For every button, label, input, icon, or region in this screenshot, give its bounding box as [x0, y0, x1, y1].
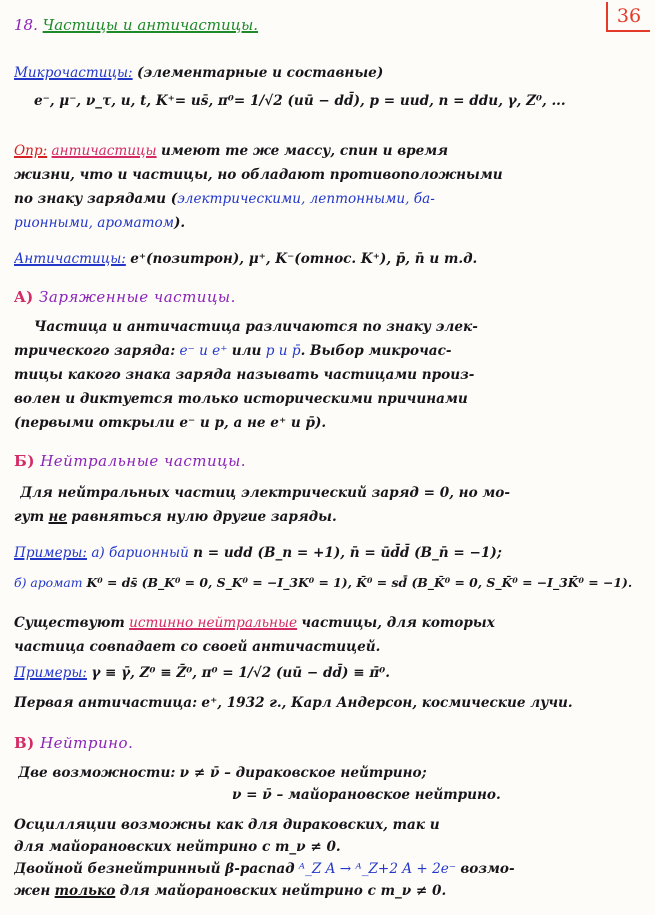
section-v-letter: В) [14, 734, 35, 752]
heading-line [14, 14, 645, 36]
v-double-1b: ᴬ_Z A → ᴬ_Z+2 A + 2e⁻ [298, 861, 457, 877]
b-text-3a: Существуют [14, 615, 125, 631]
a-text-2c: или [231, 343, 262, 359]
v-option-2: ν = ν̄ – майорановское нейтрино. [232, 787, 501, 803]
b-line-3 [14, 612, 645, 634]
v-double-2c: для майорановских нейтрино с m_ν ≠ 0. [119, 883, 447, 899]
a-text-3: тицы какого знака заряда называть частицами произ- [14, 367, 475, 383]
b-text-2a: гут [14, 509, 45, 525]
micro-line [14, 62, 645, 84]
v-double-1a: Двойной безнейтринный β-распад [14, 861, 295, 877]
section-a-letter: A) [14, 288, 34, 306]
a-text-4: волен и диктуется только историческими причинами [14, 391, 468, 407]
page-title: Частицы и античастицы. [42, 16, 259, 34]
a-line-2 [14, 340, 645, 362]
def-text-3: по знаку зарядами ( [14, 191, 178, 207]
v-osc-1: Осцилляции возможны как для дираковских, так и [14, 817, 440, 833]
v-double-line-1 [14, 858, 645, 880]
v-osc-2: для майорановских нейтрино с m_ν ≠ 0. [14, 839, 341, 855]
b-example-3: γ ≡ γ̄, Z⁰ ≡ Z̄⁰, π⁰ = 1/√2 (uū − dd̄) ≡ π̄⁰. [91, 665, 390, 681]
section-b-letter: Б) [14, 452, 35, 470]
a-line-5 [14, 412, 645, 434]
section-v-title: Нейтрино. [40, 734, 134, 752]
a-line-4 [14, 388, 645, 410]
a-text-2a: трического заряда: [14, 343, 176, 359]
v-options-line-1 [18, 762, 645, 784]
a-text-1: Частица и античастица различаются по знаку элек- [34, 319, 478, 335]
anti-list: e⁺(позитрон), μ⁺, K⁻(относ. K⁺), p̄, n̄ и т.д. [130, 251, 478, 267]
micro-label: Микрочастицы: [14, 65, 133, 81]
micro-list: e⁻, μ⁻, ν_τ, u, t, K⁺= us̄, π⁰= 1/√2 (uū − dd̄), p = uud, n = ddu, γ, Z⁰, ... [34, 93, 566, 109]
b-first-anti [14, 692, 645, 714]
b-first-label: Первая античастица: [14, 695, 198, 711]
page-number: 36 [606, 2, 650, 32]
b-example-2a: б) аромат [14, 575, 83, 590]
b-text-3c: частицы, для которых [301, 615, 495, 631]
a-line-1 [34, 316, 645, 338]
b-line-2 [14, 506, 645, 528]
v-options-line-2 [232, 784, 645, 806]
b-example-label-1: Примеры: [14, 545, 87, 561]
b-text-3b: истинно нейтральные [129, 615, 298, 631]
section-b-title: Нейтральные частицы. [40, 452, 247, 470]
v-osc-line-2 [14, 836, 645, 858]
a-text-2b: e⁻ и e⁺ [179, 343, 228, 359]
section-b-heading [14, 450, 645, 472]
b-example-1a: а) барионный [91, 545, 189, 561]
v-option-1: ν ≠ ν̄ – дираковское нейтрино; [179, 765, 427, 781]
b-example-3 [14, 662, 645, 684]
b-first-text: e⁺, 1932 г., Карл Андерсон, космические лучи. [201, 695, 573, 711]
micro-note: (элементарные и составные) [136, 65, 384, 81]
section-v-heading [14, 732, 645, 754]
a-text-2e: . Выбор микрочас- [300, 343, 452, 359]
def-line-2 [14, 164, 645, 186]
def-text-1: имеют те же массу, спин и время [160, 143, 449, 159]
v-double-1c: возмо- [460, 861, 515, 877]
a-line-3 [14, 364, 645, 386]
b-text-1: Для нейтральных частиц электрический заряд = 0, но мо- [20, 485, 511, 501]
b-text-2b: не [48, 509, 68, 525]
def-charges-2: рионными, ароматом [14, 215, 174, 231]
def-charges-1: электрическими, лептонными, ба- [177, 191, 435, 207]
def-line-3 [14, 188, 645, 210]
anti-label: Античастицы: [14, 251, 126, 267]
v-osc-line-1 [14, 814, 645, 836]
b-text-2c: равняться нулю другие заряды. [71, 509, 337, 525]
def-term: античастицы [51, 143, 157, 159]
b-line-1 [20, 482, 645, 504]
b-example-1 [14, 542, 645, 564]
v-two-label: Две возможности: [18, 765, 176, 781]
micro-list-line [34, 90, 645, 112]
v-double-line-2 [14, 880, 645, 902]
section-number: 18. [14, 16, 38, 34]
def-line-1 [14, 140, 645, 162]
a-text-2d: p и p̄ [265, 343, 301, 359]
def-label: Опр: [14, 143, 48, 159]
anti-line [14, 248, 645, 270]
b-example-label-3: Примеры: [14, 665, 87, 681]
def-text-4: ). [174, 215, 186, 231]
section-a-heading [14, 286, 645, 308]
def-text-2: жизни, что и частицы, но обладают противоположными [14, 167, 503, 183]
v-double-2a: жен [14, 883, 51, 899]
b-example-2b: K⁰ = ds̄ (B_K⁰ = 0, S_K⁰ = −I_3K⁰ = 1), K̄⁰ = sd̄ (B_K̄⁰ = 0, S_K̄⁰ = −I_3K̄⁰ = −1). [86, 575, 633, 590]
b-line-4 [14, 636, 645, 658]
b-text-4: частица совпадает со своей античастицей. [14, 639, 381, 655]
v-double-2b: только [54, 883, 116, 899]
section-a-title: Заряженные частицы. [39, 288, 236, 306]
def-line-4 [14, 212, 645, 234]
b-example-1b: n = udd (B_n = +1), n̄ = ūd̄d̄ (B_n̄ = −1); [193, 545, 502, 561]
a-text-5: (первыми открыли e⁻ и p, а не e⁺ и p̄). [14, 415, 327, 431]
b-example-2 [14, 572, 645, 594]
